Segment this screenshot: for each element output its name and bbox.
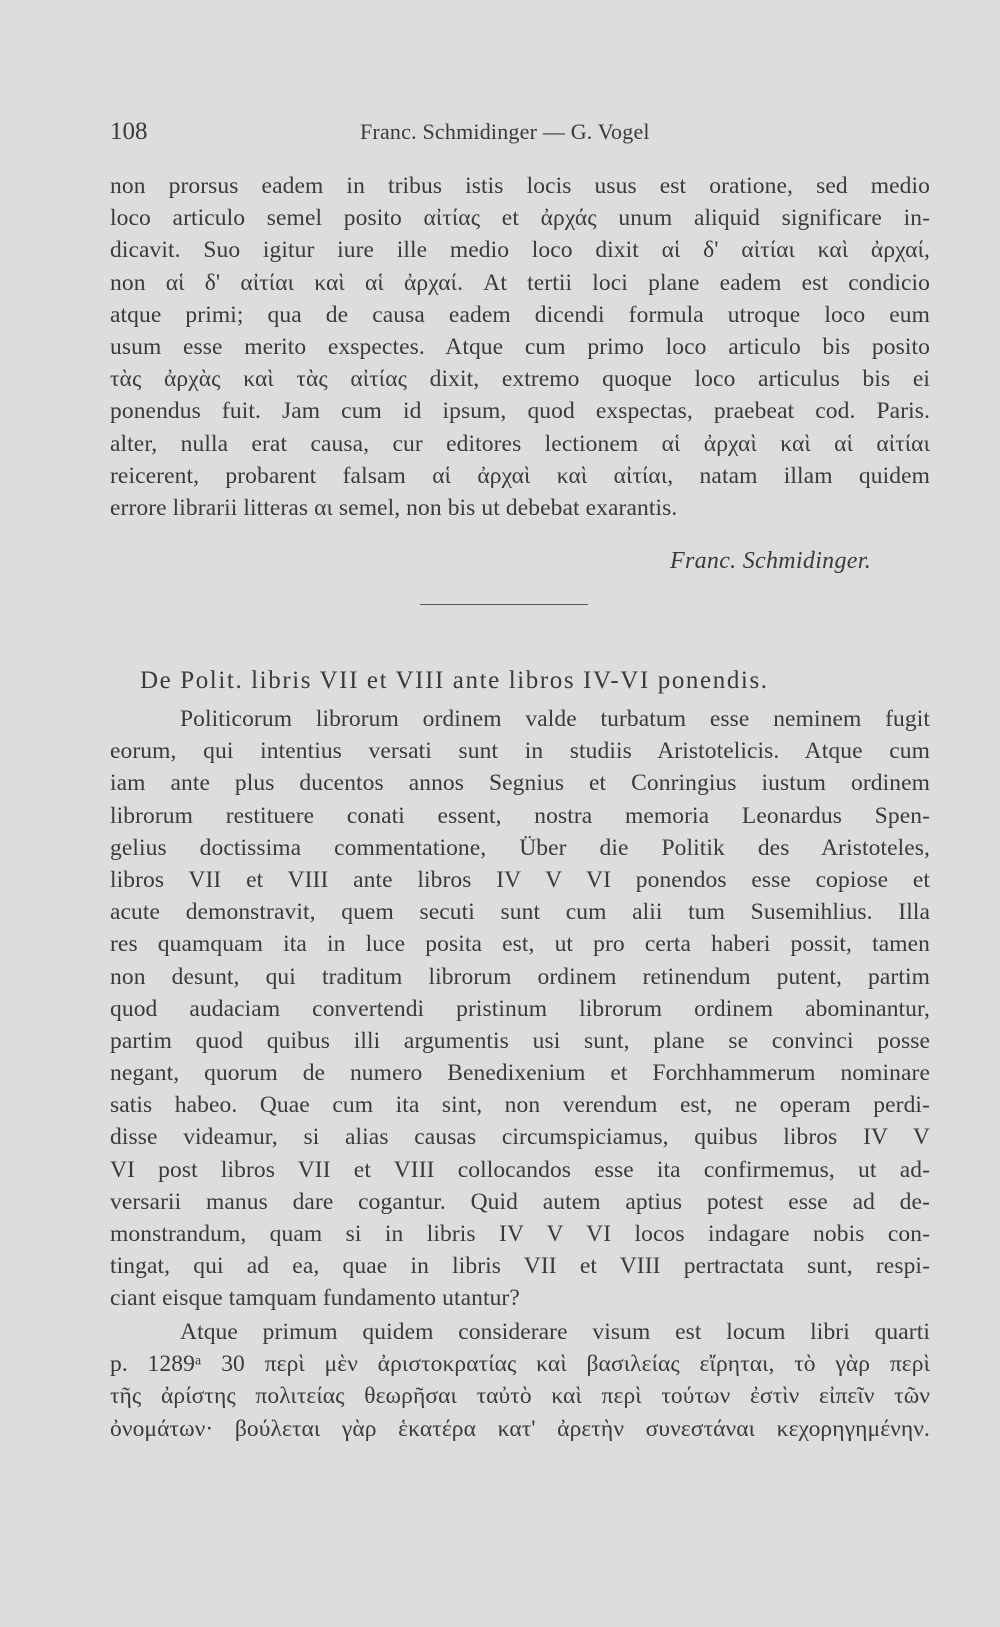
section-heading: De Polit. libris VII et VIII ante libros IV-VI ponendis. — [140, 667, 769, 694]
text-line: monstrandum, quam si in libris IV V VI locos indagare nobis con- — [110, 1221, 930, 1247]
page-header — [110, 112, 940, 152]
paragraph-1 — [110, 170, 930, 524]
text-line: librorum restituere conati essent, nostra memoria Leonardus Spen- — [110, 802, 930, 829]
text-line: alter, nulla erat causa, cur editores lectionem αἱ ἀρχαὶ καὶ αἱ αἰτίαι — [110, 430, 930, 457]
text-line: non αἱ δ' αἰτίαι καὶ αἱ ἀρχαί. At tertii loci plane eadem est condicio — [110, 269, 930, 296]
text-line: reicerent, probarent falsam αἱ ἀρχαὶ καὶ αἰτίαι, natam illam quidem — [110, 462, 930, 489]
paragraph-2 — [110, 703, 930, 1315]
text-line: Politicorum librorum ordinem valde turbatum esse neminem fugit — [180, 706, 930, 732]
text-line: usum esse merito exspectes. Atque cum primo loco articulo bis posito — [110, 333, 930, 360]
text-line: partim quod quibus illi argumentis usi sunt, plane se convinci posse — [110, 1027, 930, 1054]
text-line: VI post libros VII et VIII collocandos esse ita confirmemus, ut ad- — [110, 1156, 930, 1183]
text-line: ὀνομάτων· βούλεται γὰρ ἑκατέρα κατ' ἀρετὴν συνεστάναι κεχορηγημένην. — [110, 1415, 930, 1442]
author-signature: Franc. Schmidinger. — [670, 548, 872, 574]
text-line: Atque primum quidem considerare visum est locum libri quarti — [180, 1319, 930, 1345]
text-line: loco articulo semel posito αἰτίας et ἀρχάς unum aliquid significare in- — [110, 205, 930, 232]
text-line: libros VII et VIII ante libros IV V VI ponendos esse copiose et — [110, 866, 930, 893]
text-line: quod audaciam convertendi pristinum librorum ordinem abominantur, — [110, 995, 930, 1022]
text-line: dicavit. Suo igitur iure ille medio loco dixit αἱ δ' αἰτίαι καὶ ἀρχαί, — [110, 237, 930, 264]
text-line: satis habeo. Quae cum ita sint, non verendum est, ne operam perdi- — [110, 1092, 930, 1119]
text-line: ciant eisque tamquam fundamento utantur? — [110, 1285, 520, 1312]
text-line: iam ante plus ducentos annos Segnius et Conringius iustum ordinem — [110, 770, 930, 797]
text-line: negant, quorum de numero Benedixenium et Forchhammerum nominare — [110, 1060, 930, 1087]
text-line: versarii manus dare cogantur. Quid autem aptius potest esse ad de- — [110, 1188, 930, 1215]
text-line: eorum, qui intentius versati sunt in studiis Aristotelicis. Atque cum — [110, 738, 930, 765]
text-line: tingat, qui ad ea, quae in libris VII et VIII pertractata sunt, respi- — [110, 1253, 930, 1280]
text-line: atque primi; qua de causa eadem dicendi formula utroque loco eum — [110, 301, 930, 328]
text-line: non desunt, qui traditum librorum ordinem retinendum putent, partim — [110, 963, 930, 990]
text-line: res quamquam ita in luce posita est, ut pro certa haberi possit, tamen — [110, 931, 930, 958]
page-number: 108 — [110, 118, 148, 145]
text-line: gelius doctissima commentatione, Über die Politik des Aristoteles, — [110, 834, 930, 861]
section-divider — [420, 604, 588, 605]
text-line: τῆς ἀρίστης πολιτείας θεωρῆσαι ταὐτὸ καὶ περὶ τούτων ἐστὶν εἰπεῖν τῶν — [110, 1383, 930, 1410]
paragraph-3 — [110, 1316, 930, 1445]
text-line: errore librarii litteras αι semel, non bis ut debebat exarantis. — [110, 494, 678, 521]
text-line: τὰς ἀρχὰς καὶ τὰς αἰτίας dixit, extremo quoque loco articulus bis ei — [110, 366, 930, 393]
text-line: ponendus fuit. Jam cum id ipsum, quod exspectas, praebeat cod. Paris. — [110, 398, 930, 425]
text-line: acute demonstravit, quem secuti sunt cum alii tum Susemihlius. Illa — [110, 899, 930, 926]
text-line: disse videamur, si alias causas circumspiciamus, quibus libros IV V — [110, 1124, 930, 1151]
text-line: non prorsus eadem in tribus istis locis usus est oratione, sed medio — [110, 173, 930, 199]
text-line: p. 1289ᵃ 30 περὶ μὲν ἀριστοκρατίας καὶ βασιλείας εἴρηται, τὸ γὰρ περὶ — [110, 1351, 930, 1378]
running-head: Franc. Schmidinger — G. Vogel — [360, 119, 650, 144]
